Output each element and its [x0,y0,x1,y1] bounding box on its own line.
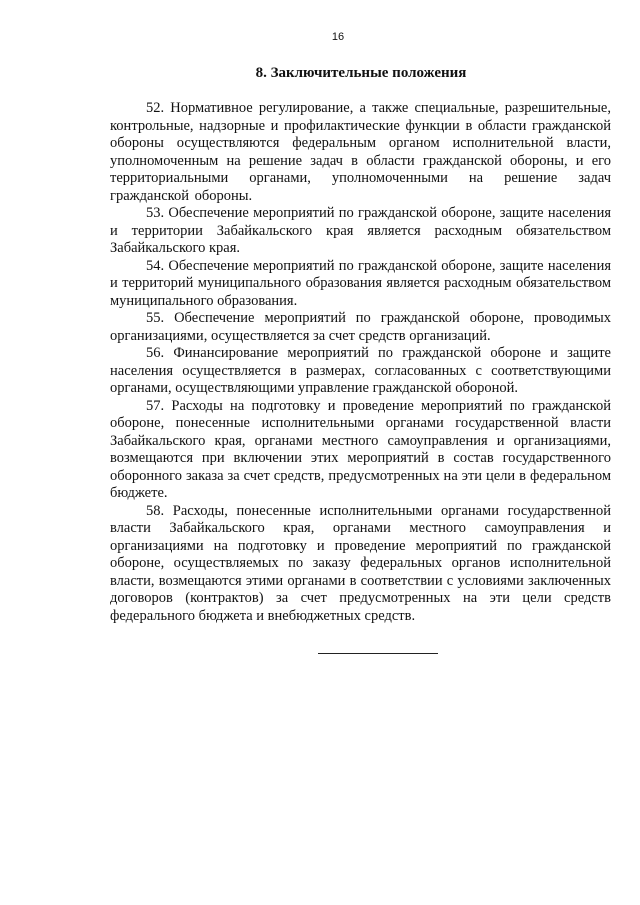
paragraph-53: 53. Обеспечение мероприятий по гражданской обороне, защите населения и территории Забайкальского края является расходным обязательством Забайкальского края. [110,205,611,256]
paragraph-54: 54. Обеспечение мероприятий по гражданской обороне, защите населения и территорий муниципального образования является расходным обязательством муниципального образования. [110,257,611,309]
document-body [110,100,611,625]
paragraph-58: 58. Расходы, понесенные исполнительными органами государственной власти Забайкальского края, органами местного самоуправления и организациями на подготовку и проведение мероприятий по гражданской обороне, осуществляемых по заказу федеральных органов исполнительной власти, возмещаются этими органами в соответствии с условиями заключенных договоров (контрактов) за счет предусмотренных на эти цели средств федерального бюджета и внебюджетных средств. [110,502,611,624]
page-number: 16 [331,31,345,43]
section-heading: 8. Заключительные положения [255,65,467,81]
paragraph-57: 57. Расходы на подготовку и проведение мероприятий по гражданской обороне, понесенные исполнительными органами государственной власти Забайкальского края, органами местного самоуправления и организациями, возмещаются при включении этих мероприятий в состав государственного оборонного заказа за счет средств, предусмотренных на эти цели в федеральном бюджете. [110,397,611,501]
paragraph-56: 56. Финансирование мероприятий по гражданской обороне и защите населения осуществляется в размерах, согласованных с соответствующими органами, осуществляющими управление гражданской обороной. [110,345,611,396]
paragraph-55: 55. Обеспечение мероприятий по гражданской обороне, проводимых организациями, осуществляется за счет средств организаций. [110,310,611,344]
end-divider [318,653,438,654]
paragraph-52: 52. Нормативное регулирование, а также специальные, разрешительные, контрольные, надзорные и профилактические функции в области гражданской обороны осуществляются федеральным органом исполнительной власти, уполномоченным на решение задач в области гражданской обороны, и его территориальными органами, уполномоченными на решение задач гражданской обороны. [110,100,611,204]
